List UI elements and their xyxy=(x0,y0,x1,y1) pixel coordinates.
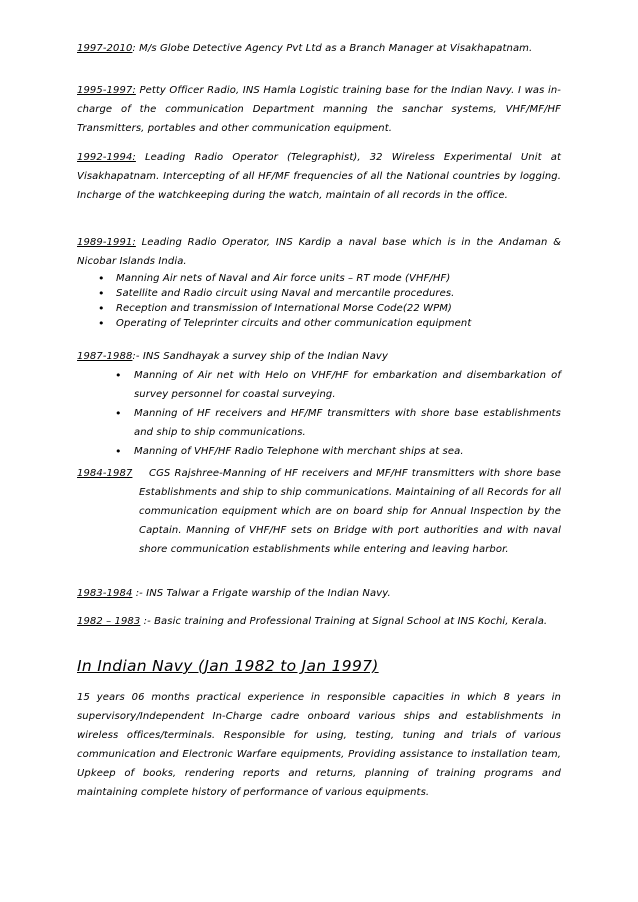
entry-date: 1983-1984 xyxy=(77,588,133,599)
experience-entry-1995 xyxy=(77,81,561,138)
section-heading: In Indian Navy (Jan 1982 to Jan 1997) xyxy=(77,657,379,675)
entry-text: Petty Officer Radio, INS Hamla Logistic training base for the Indian Navy. I was in-charge of the communication Department manning the sanchar systems, VHF/MF/HF Transmitters, portables and other communication equipment. xyxy=(77,85,561,134)
list-item: • Manning Air nets of Naval and Air force units – RT mode (VHF/HF) xyxy=(77,271,561,286)
list-item: • Satellite and Radio circuit using Naval and mercantile procedures. xyxy=(77,286,561,301)
list-item: • Manning of HF receivers and HF/MF transmitters with shore base establishments and ship to ship communications. xyxy=(77,404,561,442)
entry-text: CGS Rajshree-Manning of HF receivers and MF/HF transmitters with shore base Establishments and ship to ship communications. Maintaining of all Records for all communication equipment which are on board ship for Annual Inspection by the Captain. Manning of VHF/HF sets on Bridge with port authorities and with naval shore communication establishments while entering and leaving harbor. xyxy=(139,468,561,555)
entry-date: 1987-1988 xyxy=(77,351,133,362)
entry-text: :- INS Sandhayak a survey ship of the Indian Navy xyxy=(132,351,388,362)
bullet-list xyxy=(77,271,561,331)
entry-text: : M/s Globe Detective Agency Pvt Ltd as a Branch Manager at Visakhapatnam. xyxy=(132,43,533,54)
experience-entry-1997 xyxy=(77,39,561,58)
entry-date: 1982 – 1983 xyxy=(77,616,141,627)
entry-text: :- INS Talwar a Frigate warship of the Indian Navy. xyxy=(132,588,391,599)
experience-entry-1984 xyxy=(77,464,561,574)
entry-text: Leading Radio Operator (Telegraphist), 32 Wireless Experimental Unit at Visakhapatnam. Intercepting of all HF/MF frequencies of all the National countries by logging. Incharge of the watchkeeping during the watch, maintain of all records in the office. xyxy=(77,152,561,201)
entry-date: 1995-1997: xyxy=(77,85,136,96)
experience-entry-1982 xyxy=(77,612,561,631)
experience-entry-1987 xyxy=(77,347,561,461)
entry-text: :- Basic training and Professional Training at Signal School at INS Kochi, Kerala. xyxy=(140,616,548,627)
list-item: • Manning of Air net with Helo on VHF/HF for embarkation and disembarkation of survey personnel for coastal surveying. xyxy=(77,366,561,404)
experience-summary: 15 years 06 months practical experience in responsible capacities in which 8 years in supervisory/Independent In-Charge cadre onboard various ships and establishments in wireless offices/terminals. Responsible for using, testing, tuning and trials of various communication and Electronic Warfare equipments, Providing assistance to installation team, Upkeep of books, rendering reports and returns, planning of training programs and maintaining complete history of performance of various equipments. xyxy=(77,692,561,798)
experience-entry-1989 xyxy=(77,233,561,331)
bullet-list xyxy=(77,366,561,461)
entry-date: 1984-1987 xyxy=(77,468,133,479)
entry-date: 1992-1994: xyxy=(77,152,136,163)
experience-entry-1992 xyxy=(77,148,561,205)
list-item: • Reception and transmission of International Morse Code(22 WPM) xyxy=(77,301,561,316)
entry-date: 1997-2010 xyxy=(77,43,133,54)
entry-date: 1989-1991: xyxy=(77,237,136,248)
entry-text: Leading Radio Operator, INS Kardip a naval base which is in the Andaman & Nicobar Islands India. xyxy=(77,237,561,267)
list-item: • Operating of Teleprinter circuits and other communication equipment xyxy=(77,316,561,331)
experience-entry-1983 xyxy=(77,584,561,603)
list-item: • Manning of VHF/HF Radio Telephone with merchant ships at sea. xyxy=(77,442,561,461)
